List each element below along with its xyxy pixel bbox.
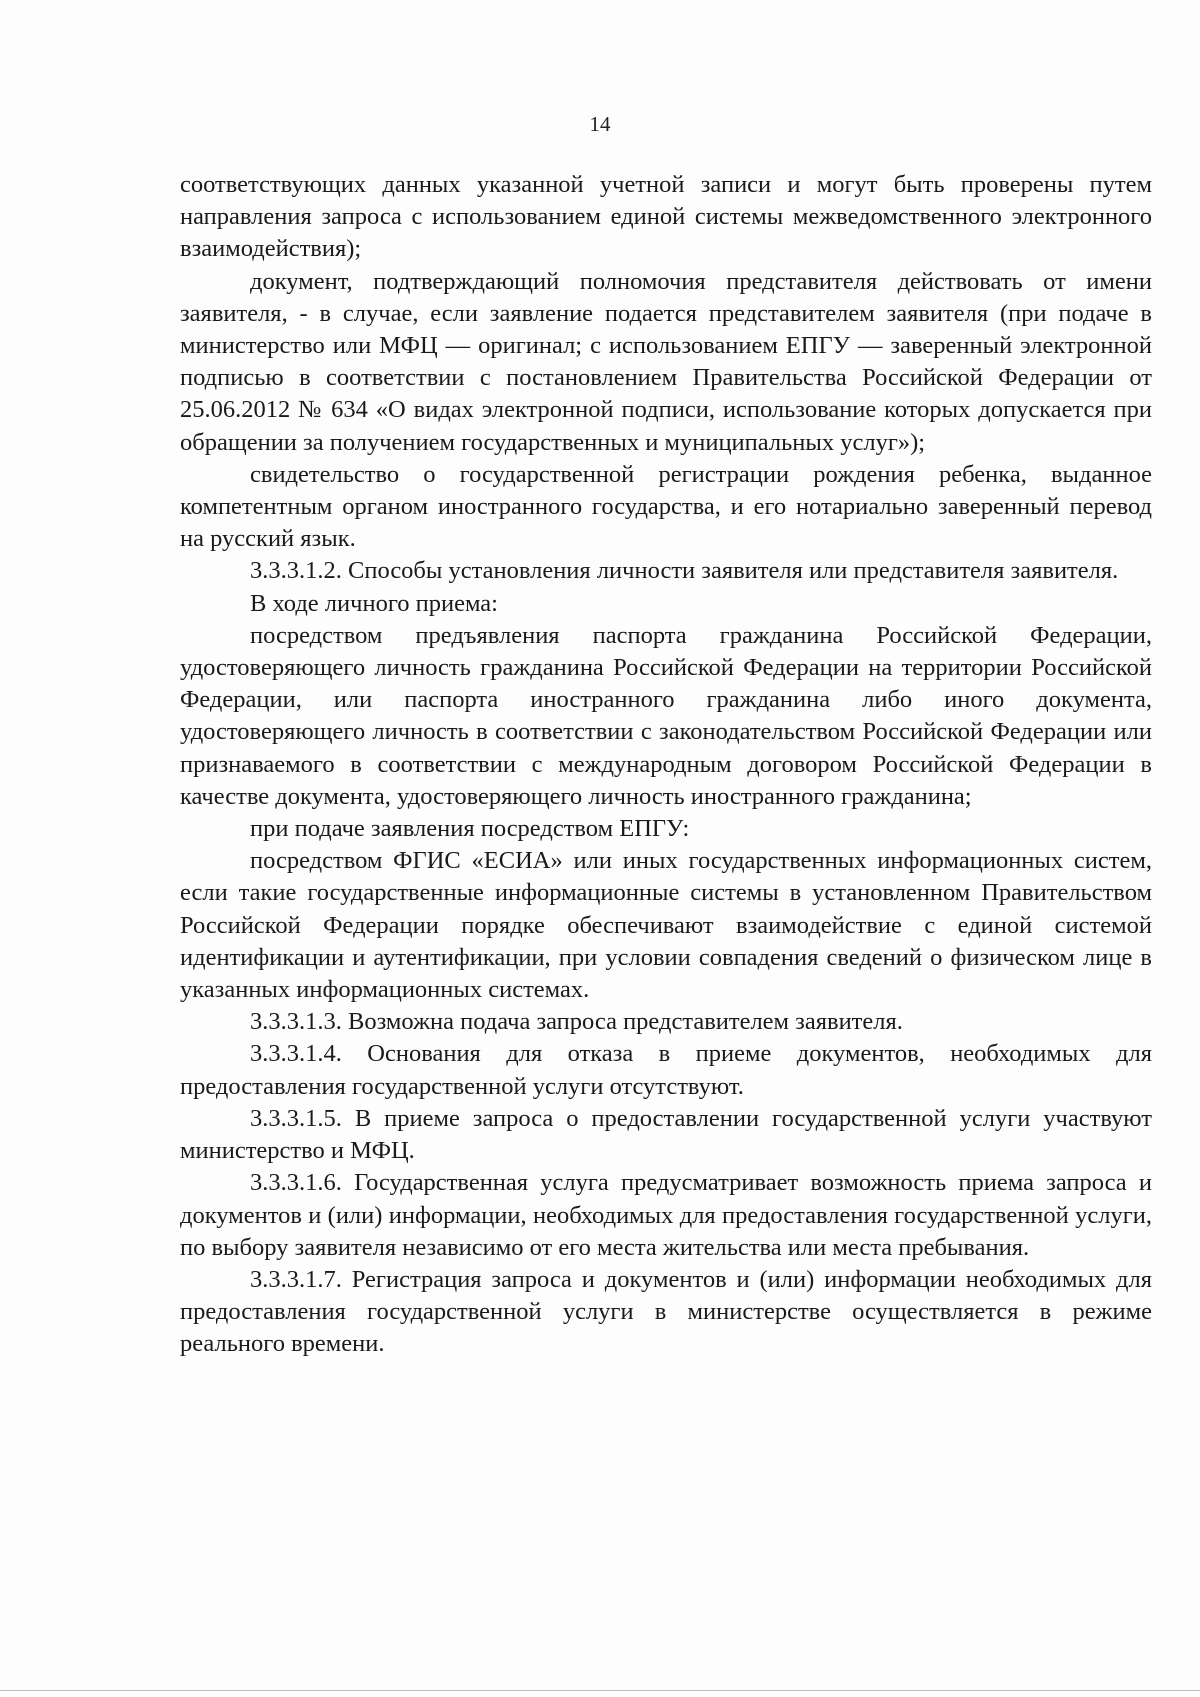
paragraph: посредством ФГИС «ЕСИА» или иных государственных информационных систем, если такие государственные информационные системы в установленном Правительством Российской Федерации порядке обеспечивают взаимодействие с единой системой идентификации и аутентификации, при условии совпадения сведений о физическом лице в указанных информационных системах. bbox=[180, 847, 1152, 1004]
paragraph: посредством предъявления паспорта гражданина Российской Федерации, удостоверяющего личность гражданина Российской Федерации на территории Российской Федерации, или паспорта иностранного гражданина либо иного документа, удостоверяющего личность в соответствии с законодательством Российской Федерации или признаваемого в соответствии с международным договором Российской Федерации в качестве документа, удостоверяющего личность иностранного гражданина; bbox=[180, 621, 1152, 810]
paragraph: соответствующих данных указанной учетной записи и могут быть проверены путем направления запроса с использованием единой системы межведомственного электронного взаимодействия); bbox=[180, 171, 1152, 263]
paragraph: 3.3.3.1.6. Государственная услуга предусматривает возможность приема запроса и документов и (или) информации, необходимых для предоставления государственной услуги, по выбору заявителя независимо от его места жительства или места пребывания. bbox=[180, 1169, 1152, 1261]
paragraph: 3.3.3.1.5. В приеме запроса о предоставлении государственной услуги участвуют министерство и МФЦ. bbox=[180, 1104, 1152, 1165]
paragraph: при подаче заявления посредством ЕПГУ: bbox=[250, 815, 690, 843]
paragraph: 3.3.3.1.2. Способы установления личности заявителя или представителя заявителя. bbox=[250, 557, 1119, 585]
paragraph: 3.3.3.1.3. Возможна подача запроса представителем заявителя. bbox=[250, 1008, 903, 1036]
paragraph: свидетельство о государственной регистрации рождения ребенка, выданное компетентным органом иностранного государства, и его нотариально заверенный перевод на русский язык. bbox=[180, 460, 1152, 553]
paragraph: 3.3.3.1.7. Регистрация запроса и документов и (или) информации необходимых для предоставления государственной услуги в министерстве осуществляется в режиме реального времени. bbox=[180, 1265, 1152, 1358]
page-number: 14 bbox=[589, 112, 611, 136]
scan-edge-line bbox=[0, 1690, 1200, 1691]
paragraph: документ, подтверждающий полномочия представителя действовать от имени заявителя, - в случае, если заявление подается представителем заявителя (при подаче в министерство или МФЦ — оригинал; с использованием ЕПГУ — заверенный электронной подписью в соответствии с постановлением Правительства Российской Федерации от 25.06.2012 № 634 «О видах электронной подписи, использование которых допускается при обращении за получением государственных и муниципальных услуг»); bbox=[180, 267, 1152, 456]
paragraph: В ходе личного приема: bbox=[250, 589, 498, 617]
document-body bbox=[180, 169, 1152, 1361]
paragraph: 3.3.3.1.4. Основания для отказа в приеме документов, необходимых для предоставления государственной услуги отсутствуют. bbox=[180, 1040, 1152, 1100]
